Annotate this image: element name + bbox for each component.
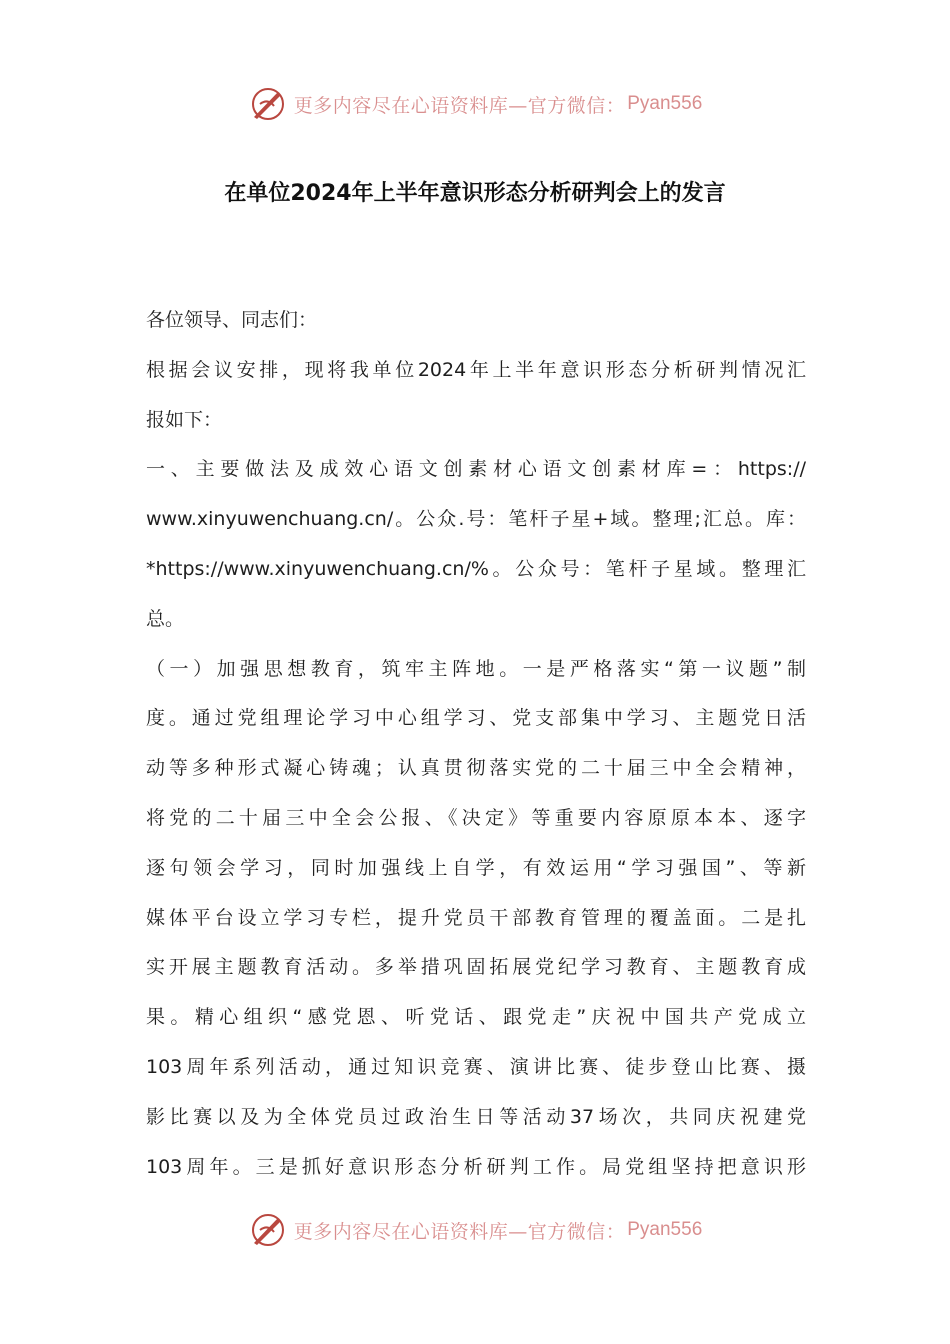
banner-wechat-id: Pyan556 — [627, 93, 703, 114]
body-line: 将党的二十届三中全会公报、《决定》等重要内容原原本本、逐字 — [146, 806, 806, 829]
body-line: 103周年系列活动，通过知识竞赛、演讲比赛、徒步登山比赛、摄 — [146, 1055, 806, 1078]
body-line: 果。精心组织“感党恩、听党话、跟党走”庆祝中国共产党成立 — [146, 1006, 806, 1029]
quill-logo-icon — [248, 84, 288, 124]
document-title: 在单位2024年上半年意识形态分析研判会上的发言 — [224, 181, 726, 206]
body-line: 度。通过党组理论学习中心组学习、党支部集中学习、主题党日活 — [146, 707, 806, 730]
banner-text: 更多内容尽在心语资料库—官方微信： — [293, 94, 626, 117]
body-line: 媒体平台设立学习专栏，提升党员干部教育管理的覆盖面。二是扎 — [146, 906, 806, 929]
body-line: 根据会议安排，现将我单位2024年上半年意识形态分析研判情况汇 — [146, 358, 806, 381]
footer-banner — [0, 1208, 950, 1252]
body-line: 报如下： — [146, 408, 223, 431]
header-banner — [0, 82, 950, 126]
body-line: 总。 — [146, 607, 185, 630]
body-line: 一、主要做法及成效心语文创素材心语文创素材库=：https:// — [146, 458, 806, 481]
body-line: （一）加强思想教育，筑牢主阵地。一是严格落实“第一议题”制 — [146, 657, 806, 680]
quill-logo-icon — [248, 1210, 288, 1250]
body-line: www.xinyuwenchuang.cn/。公众.号：笔杆子星+域。整理;汇总。库： — [146, 508, 806, 531]
body-line: 实开展主题教育活动。多举措巩固拓展党纪学习教育、主题教育成 — [146, 956, 806, 979]
body-line: 103周年。三是抓好意识形态分析研判工作。局党组坚持把意识形 — [146, 1155, 806, 1178]
body-line: 逐句领会学习，同时加强线上自学，有效运用“学习强国”、等新 — [146, 856, 806, 879]
body-line: 动等多种形式凝心铸魂；认真贯彻落实党的二十届三中全会精神， — [146, 757, 806, 780]
document-body — [146, 296, 806, 1192]
body-line: *https://www.xinyuwenchuang.cn/%。公众号：笔杆子星域。整理汇 — [146, 557, 806, 580]
body-line: 影比赛以及为全体党员过政治生日等活动37场次，共同庆祝建党 — [146, 1105, 806, 1128]
banner-text: 更多内容尽在心语资料库—官方微信： — [293, 1220, 626, 1243]
banner-wechat-id: Pyan556 — [627, 1219, 703, 1240]
body-line: 各位领导、同志们： — [146, 309, 318, 331]
